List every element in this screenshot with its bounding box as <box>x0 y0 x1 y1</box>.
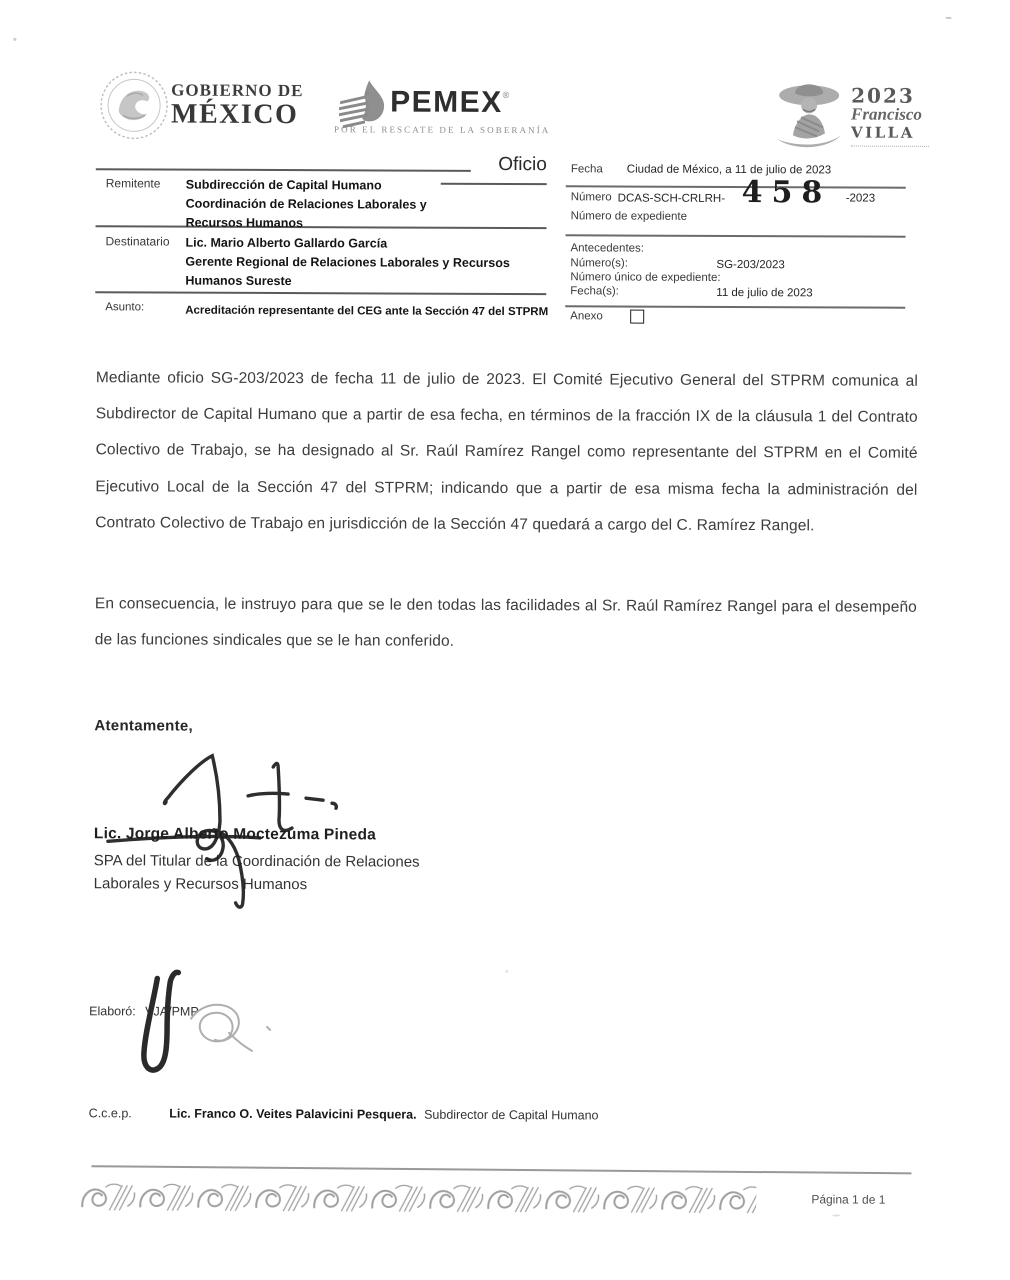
rule-oficio-underline <box>441 183 547 185</box>
gobierno-mexico-seal-icon <box>97 68 171 142</box>
rule-right-1 <box>566 185 906 188</box>
oficio-label: Oficio <box>498 153 547 176</box>
fecha-label: Fecha <box>570 163 603 176</box>
francisco-villa-logo <box>767 71 947 167</box>
destinatario-line: Gerente Regional de Relaciones Laborales y Recursos <box>185 254 510 271</box>
asunto-label: Asunto: <box>105 301 145 314</box>
scan-speck <box>832 1214 840 1216</box>
ccep-line <box>89 1106 599 1122</box>
numeros-value: SG-203/2023 <box>716 258 785 272</box>
fecha-value: Ciudad de México, a 11 de julio de 2023 <box>626 163 832 177</box>
signer-title-line2: Laborales y Recursos Humanos <box>93 875 308 894</box>
ccep-label: C.c.e.p. <box>88 1106 132 1121</box>
numero-label: Número <box>570 191 612 204</box>
remitente-line: Subdirección de Capital Humano <box>185 177 382 193</box>
fechas-label: Fecha(s): <box>570 285 619 298</box>
remitente-line: Coordinación de Relaciones Laborales y <box>185 196 427 212</box>
pemex-wordmark: PEMEX <box>390 85 503 119</box>
unico-expediente-label: Número único de expediente: <box>570 271 721 284</box>
numero-prefix: DCAS-SCH-CRLRH- <box>617 192 726 205</box>
scan-speck <box>945 17 951 19</box>
scan-speck <box>505 970 508 973</box>
remitente-value <box>186 176 427 234</box>
numero-suffix: -2023 <box>845 192 876 205</box>
anexo-checkbox <box>630 310 644 324</box>
ccep-title: Subdirector de Capital Humano <box>424 1107 599 1123</box>
ccep-name: Lic. Franco O. Veites Palavicini Pesquera. <box>169 1106 417 1122</box>
villa-name-caps: VILLA <box>850 123 915 142</box>
body-paragraph-1: Mediante oficio SG-203/2023 de fecha 11 de julio de 2023. El Comité Ejecutivo General del STPRM comunica al Subdirector de Capital Humano que a partir de esa fecha, en términos de la fracción IX de la cláusula 1 del Contrato Colectivo de Trabajo, se ha designado al Sr. Raúl Ramírez Rangel como representante del STPRM en el Comité Ejecutivo Local de la Sección 47 del STPRM; indicando que a partir de esa misma fecha la administración del Contrato Colectivo de Trabajo en jurisdicción de la Sección 47 quedará a cargo del C. Ramírez Rangel. <box>95 369 918 535</box>
remitente-label: Remitente <box>105 176 161 191</box>
footer-rule <box>91 1165 911 1174</box>
villa-small-text <box>851 146 929 147</box>
body-paragraph-2: En consecuencia, le instruyo para que se le den todas las facilidades al Sr. Raúl Ramírez Rangel para el desempeño de las funciones sindicales que se le han conferido. <box>94 595 917 650</box>
closing-salutation: Atentamente, <box>94 717 194 735</box>
rule-right-2 <box>566 234 906 237</box>
scan-speck <box>13 38 16 41</box>
registered-mark: ® <box>502 89 510 101</box>
signer-title-line1: SPA del Titular de la Coordinación de Relaciones <box>93 852 420 871</box>
elaboro-rubric-ink <box>117 956 298 1087</box>
asunto-value: Acreditación representante del CEG ante la Sección 47 del STPRM <box>185 304 549 319</box>
remitente-line: Recursos Humanos <box>185 215 304 231</box>
villa-name-script: Francisco <box>851 104 922 124</box>
antecedentes-label: Antecedentes: <box>570 242 645 255</box>
anexo-label: Anexo <box>570 310 603 323</box>
signature-ink <box>86 731 387 917</box>
destinatario-line: Lic. Mario Alberto Gallardo García <box>185 235 388 251</box>
gobierno-mexico-wordmark <box>171 81 304 132</box>
expediente-label: Número de expediente <box>570 210 688 223</box>
destinatario-line: Humanos Sureste <box>185 273 292 289</box>
gobierno-line1: GOBIERNO DE <box>171 80 304 101</box>
footer-greca-pattern <box>79 1182 756 1215</box>
villa-portrait-icon <box>767 73 853 159</box>
destinatario-label: Destinatario <box>105 234 170 249</box>
pemex-logo <box>333 79 551 136</box>
villa-year: 2023 <box>851 83 915 108</box>
numero-folio-stamp: 458 <box>741 175 832 211</box>
signer-name: Lic. Jorge Alberto Moctezuma Pineda <box>93 825 377 844</box>
numeros-label: Número(s): <box>570 257 628 270</box>
rule-right-3 <box>565 305 905 308</box>
destinatario-value <box>185 234 510 292</box>
fechas-value: 11 de julio de 2023 <box>716 286 813 300</box>
page-number: Página 1 de 1 <box>811 1192 886 1207</box>
pemex-tagline: POR EL RESCATE DE LA SOBERANÍA <box>333 124 551 136</box>
elaboro-label: Elaboró: <box>89 1004 136 1019</box>
gobierno-line2: MÉXICO <box>170 98 299 131</box>
elaboro-value: VJA/PMP <box>145 1004 199 1019</box>
